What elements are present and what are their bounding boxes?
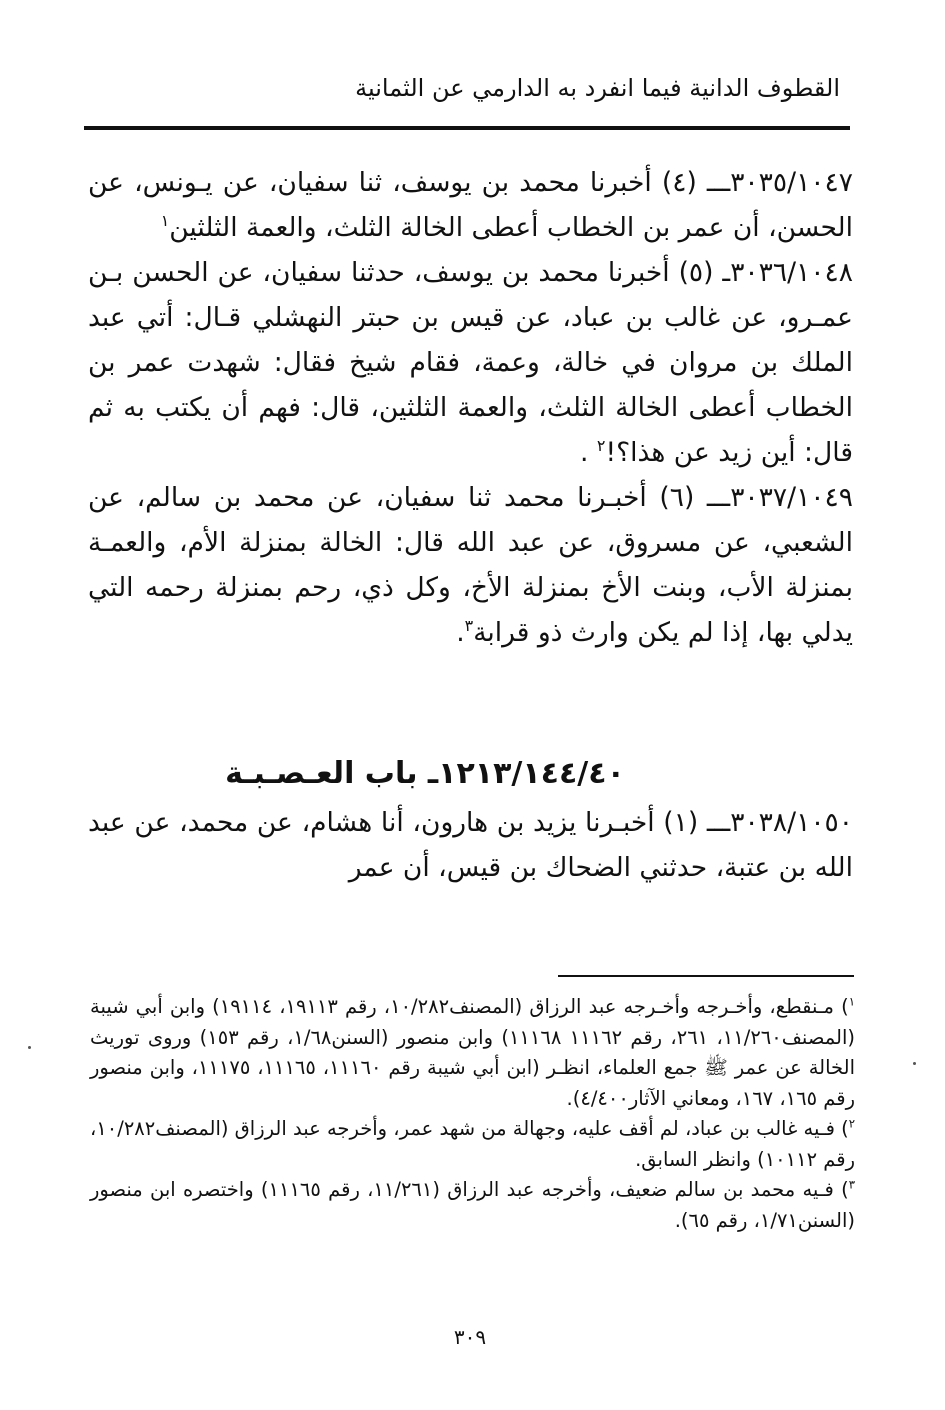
hadith-1047 <box>88 160 853 250</box>
scan-speck <box>28 1046 31 1049</box>
footnote-text: ) فـيه محمد بن سالم ضعيف، وأخرجه عبد الرزاق (١١/٢٦١، رقم ١١١٦٥) واختصره ابن منصور (السنن١/٧١، رقم ٦٥). <box>90 1178 855 1232</box>
hadith-1048 <box>88 250 853 475</box>
hadith-1048-end: . <box>580 437 597 468</box>
header-rule <box>84 126 850 130</box>
footnotes <box>90 992 855 1236</box>
footnote-text: ) مـنقطع، وأخـرجه وأخـرجه عبد الرزاق (المصنف١٠/٢٨٢، رقم ١٩١١٣، ١٩١١٤) وابن أبي شيبة (المصنف١١/٢٦٠، ٢٦١، رقم ١١١٦٢ ١١١٦٨) وابن منصور (السنن١/٦٨، رقم ١٥٣) وروى توريث الخالة عن عمر ﷺ جمع العلماء، انظـر (ابن أبي شيبة رقم ١١١٦٠، ١١١٦٥، ١١١٧٥، وابن منصور رقم ١٦٥، ١٦٧، ومعاني الآثار٤/٤٠٠). <box>90 995 855 1110</box>
hadith-1047-text: ٣٠٣٥/١٠٤٧ـــ (٤) أخبرنا محمد بن يوسف، ثنا سفيان، عن يـونس، عن الحسن، أن عمر بن الخطاب أعطى الخالة الثلث، والعمة الثلثين <box>88 167 853 243</box>
hadith-1049-end: . <box>456 617 465 648</box>
hadith-1049-text: ٣٠٣٧/١٠٤٩ـــ (٦) أخبـرنا محمد ثنا سفيان، عن محمد بن سالم، عن الشعبي، عن مسروق، عن عبد الله قال: الخالة بمنزلة الأم، والعمـة بمنزلة الأب، وبنت الأخ بمنزلة الأخ، وكل ذي، رحم بمنزلة رحمه التي يدلي بها، إذا لم يكن وارث ذو قرابة <box>88 482 853 648</box>
page-number: ٣٠٩ <box>453 1325 487 1349</box>
footnote-ref-1: ١ <box>160 211 170 231</box>
footnote-rule <box>558 975 854 977</box>
running-header: القطوف الدانية فيما انفرد به الدارمي عن الثمانية <box>355 74 840 102</box>
footnote-ref-2: ٢ <box>596 436 606 456</box>
footnote-marker: ٢ <box>848 1116 855 1131</box>
main-text <box>88 160 853 655</box>
footnote-marker: ٣ <box>848 1177 855 1192</box>
main-text-continued <box>88 800 853 890</box>
footnote-3 <box>90 1175 855 1236</box>
scan-speck <box>913 1062 916 1065</box>
footnote-marker: ١ <box>848 994 855 1009</box>
section-heading: ١٢١٣/١٤٤/٤٠ـ باب العـصـبـة <box>225 756 625 791</box>
hadith-1049 <box>88 475 853 655</box>
footnote-ref-3: ٣ <box>464 616 474 636</box>
hadith-1050: ٣٠٣٨/١٠٥٠ـــ (١) أخبـرنا يزيد بن هارون، أنا هشام، عن محمد، عن عبد الله بن عتبة، حدثني الضحاك بن قيس، أن عمر <box>88 807 854 883</box>
hadith-1048-text: ٣٠٣٦/١٠٤٨ـ (٥) أخبرنا محمد بن يوسف، حدثنا سفيان، عن الحسن بـن عمـرو، عن غالب بن عباد، عن قيس بن حبتر النهشلي قـال: أتي عبد الملك بن مروان في خالة، وعمة، فقام شيخ فقال: شهدت عمر بن الخطاب أعطى الخالة الثلث، والعمة الثلثين، قال: فهم أن يكتب به ثم قال: أين زيد عن هذا؟! <box>88 257 853 468</box>
footnote-1 <box>90 992 855 1114</box>
footnote-text: ) فـيه غالب بن عباد، لم أقف عليه، وجهالة من شهد عمر، وأخرجه عبد الرزاق (المصنف١٠/٢٨٢، رقم ١٠١١٢) وانظر السابق. <box>90 1117 855 1171</box>
footnote-2 <box>90 1114 855 1175</box>
